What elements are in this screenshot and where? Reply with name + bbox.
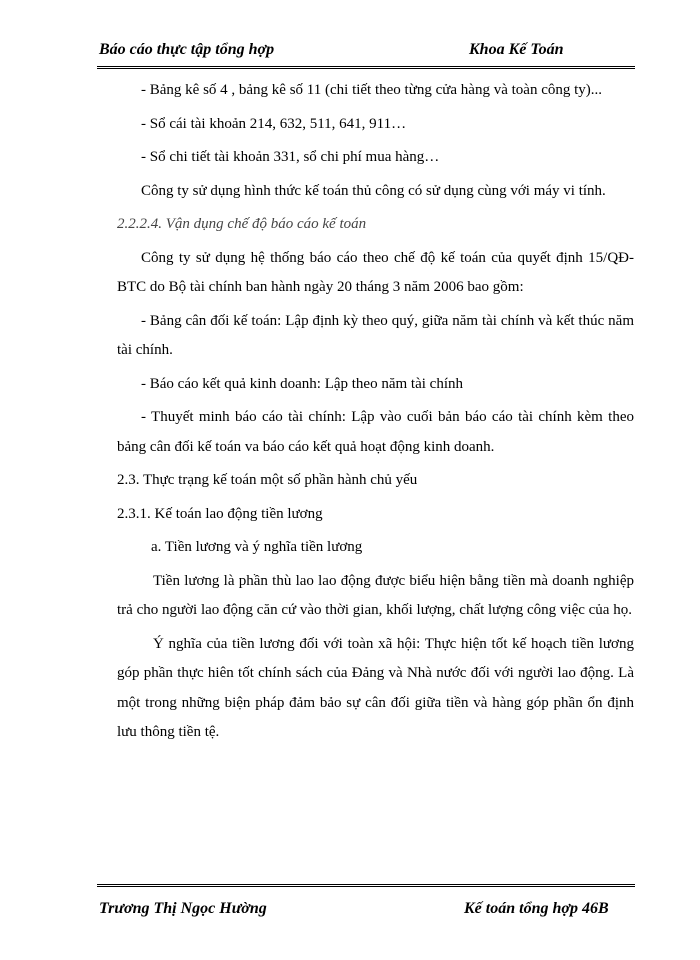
section-heading: 2.3.1. Kế toán lao động tiền lương [117, 505, 323, 522]
paragraph: - Bảng cân đối kế toán: Lập định kỳ theo quý, giữa năm tài chính và kết thúc năm tài chính. [117, 312, 634, 358]
paragraph: - Bảng kê số 4 , bảng kê số 11 (chi tiết theo từng cửa hàng và toàn công ty)... [141, 82, 603, 98]
paragraph: - Sổ cái tài khoản 214, 632, 511, 641, 911… [141, 115, 407, 132]
header-faculty: Khoa Kế Toán [469, 41, 564, 58]
footer-author: Trương Thị Ngọc Hường [99, 900, 267, 917]
subsection-heading: a. Tiền lương và ý nghĩa tiền lương [151, 539, 363, 555]
paragraph: - Báo cáo kết quả kinh doanh: Lập theo năm tài chính [141, 375, 463, 392]
page-footer [97, 884, 635, 921]
section-subheading: 2.2.2.4. Vận dụng chế độ báo cáo kế toán [117, 216, 367, 232]
paragraph: - Thuyết minh báo cáo tài chính: Lập vào cuối bản báo cáo tài chính kèm theo bảng cân đối kế toán va báo cáo kết quả hoạt động kinh doanh. [117, 409, 634, 455]
header-report-title: Báo cáo thực tập tổng hợp [99, 41, 275, 58]
page-header [97, 38, 635, 69]
paragraph: Công ty sử dụng hệ thống báo cáo theo chế độ kế toán của quyết định 15/QĐ-BTC do Bộ tài chính ban hành ngày 20 tháng 3 năm 2006 bao gồm: [117, 249, 634, 295]
section-heading: 2.3. Thực trạng kế toán một số phần hành chủ yếu [117, 472, 418, 488]
paragraph: Ý nghĩa của tiền lương đối với toàn xã hội: Thực hiện tốt kế hoạch tiền lương góp phần thực hiên tốt chính sách của Đảng và Nhà nước đối với người lao động. Là một trong những biện pháp đảm bảo sự cân đối giữa tiền và hàng góp phần ổn định lưu thông tiền tệ. [117, 635, 634, 740]
footer-class: Kế toán tổng hợp 46B [464, 900, 609, 917]
paragraph: Công ty sử dụng hình thức kế toán thủ công có sử dụng cùng với máy vi tính. [141, 182, 606, 199]
document-body [117, 76, 634, 748]
paragraph: - Sổ chi tiết tài khoản 331, sổ chi phí mua hàng… [141, 149, 440, 165]
paragraph: Tiền lương là phần thù lao lao động được biểu hiện bằng tiền mà doanh nghiệp trả cho người lao động căn cứ vào thời gian, khối lượng, chất lượng công việc của họ. [117, 572, 634, 618]
